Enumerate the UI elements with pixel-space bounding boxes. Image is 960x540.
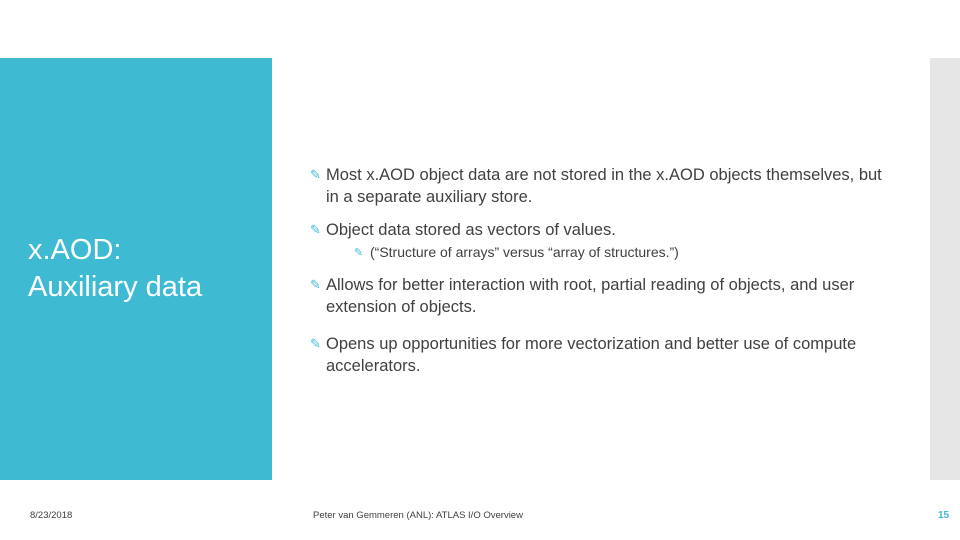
pencil-icon: ✎: [310, 336, 321, 351]
pencil-icon: ✎: [310, 167, 321, 182]
bullet-item: [310, 164, 890, 208]
bullet-text: Most x.AOD object data are not stored in the x.AOD objects themselves, but in a separate auxiliary store.: [326, 166, 882, 206]
bullet-text: Allows for better interaction with root, partial reading of objects, and user extension of objects.: [326, 276, 855, 316]
sub-bullet-text: (“Structure of arrays” versus “array of structures.”): [370, 244, 679, 260]
pencil-icon: ✎: [310, 277, 321, 292]
slide-title-line1: x.AOD:: [28, 234, 122, 266]
slide-title-line2: Auxiliary data: [28, 271, 203, 303]
bullet-text: Object data stored as vectors of values.: [326, 221, 616, 239]
bullet-item: [310, 333, 890, 377]
bullet-text: Opens up opportunities for more vectorization and better use of compute accelerators.: [326, 335, 857, 375]
pencil-icon: ✎: [354, 247, 364, 259]
bullet-item: [310, 274, 890, 318]
footer-presentation-info: Peter van Gemmeren (ANL): ATLAS I/O Overview: [313, 510, 523, 521]
right-decorative-bar: [930, 58, 960, 480]
bullet-list: [310, 164, 890, 377]
sub-bullet-item: [354, 242, 890, 263]
footer-date: 8/23/2018: [30, 510, 73, 521]
bullet-item: [310, 219, 890, 241]
page-number: 15: [938, 510, 950, 521]
pencil-icon: ✎: [310, 222, 321, 237]
slide-title: [28, 232, 268, 306]
